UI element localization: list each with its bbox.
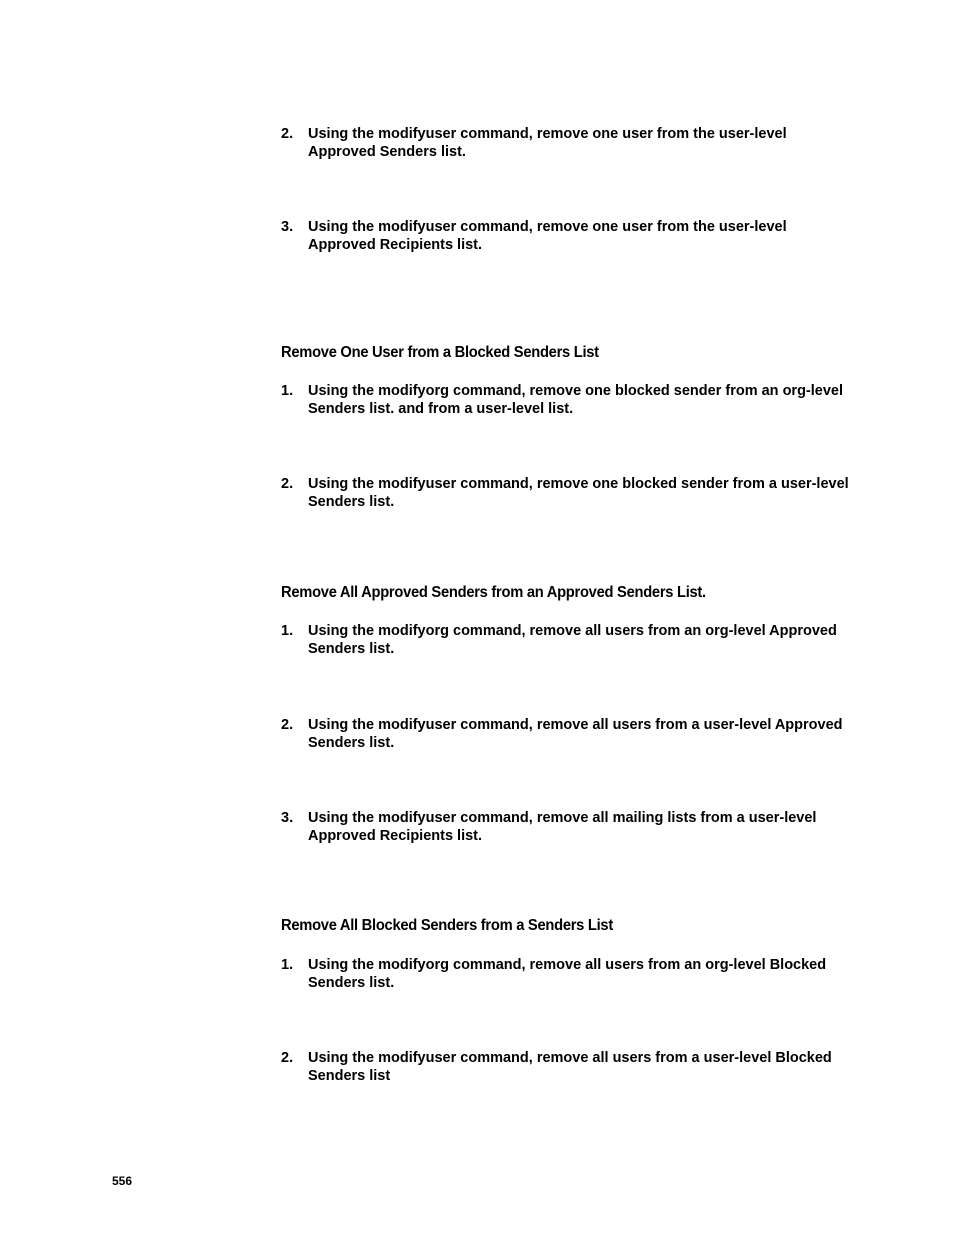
- step-text: Using the modifyuser command, remove all users from a user-level Blocked Senders list: [308, 1050, 832, 1084]
- step-number: 3.: [281, 219, 294, 235]
- section-heading-remove-all-approved: Remove All Approved Senders from an Approved Senders List.: [281, 584, 706, 601]
- step-2-remove-all-approved-user: [281, 716, 851, 752]
- step-number: 2.: [281, 717, 294, 733]
- step-number: 2.: [281, 1050, 294, 1066]
- step-text: Using the modifyorg command, remove one blocked sender from an org-level Senders list. and from a user-level list.: [308, 383, 843, 417]
- section-heading-remove-all-blocked: Remove All Blocked Senders from a Senders List: [281, 917, 613, 934]
- step-text: Using the modifyorg command, remove all users from an org-level Blocked Senders list.: [308, 957, 827, 991]
- step-number: 2.: [281, 476, 294, 492]
- step-text: Using the modifyuser command, remove one user from the user-level Approved Senders list.: [308, 126, 787, 160]
- page-number: 556: [112, 1174, 133, 1188]
- step-2-remove-blocked-user: [281, 475, 851, 511]
- section-heading-remove-one-blocked: Remove One User from a Blocked Senders List: [281, 344, 599, 361]
- step-text: Using the modifyuser command, remove one blocked sender from a user-level Senders list.: [308, 476, 849, 510]
- step-text: Using the modifyuser command, remove one user from the user-level Approved Recipients list.: [308, 219, 787, 253]
- step-number: 3.: [281, 810, 294, 826]
- step-text: Using the modifyuser command, remove all mailing lists from a user-level Approved Recipients list.: [308, 810, 817, 844]
- step-number: 2.: [281, 126, 294, 142]
- step-3-remove-all-mailing-lists: [281, 809, 851, 845]
- step-number: 1.: [281, 623, 294, 639]
- step-number: 1.: [281, 383, 294, 399]
- step-text: Using the modifyuser command, remove all users from a user-level Approved Senders list.: [308, 717, 843, 751]
- step-1-remove-blocked-org: [281, 382, 851, 418]
- step-2-remove-all-blocked-user: [281, 1049, 851, 1085]
- step-1-remove-all-blocked-org: [281, 956, 851, 992]
- step-number: 1.: [281, 957, 294, 973]
- step-1-remove-all-approved-org: [281, 622, 851, 658]
- step-text: Using the modifyorg command, remove all users from an org-level Approved Senders list.: [308, 623, 837, 657]
- step-3-remove-user-approved-recipients: [281, 218, 851, 254]
- step-2-remove-user-approved-senders: [281, 125, 851, 161]
